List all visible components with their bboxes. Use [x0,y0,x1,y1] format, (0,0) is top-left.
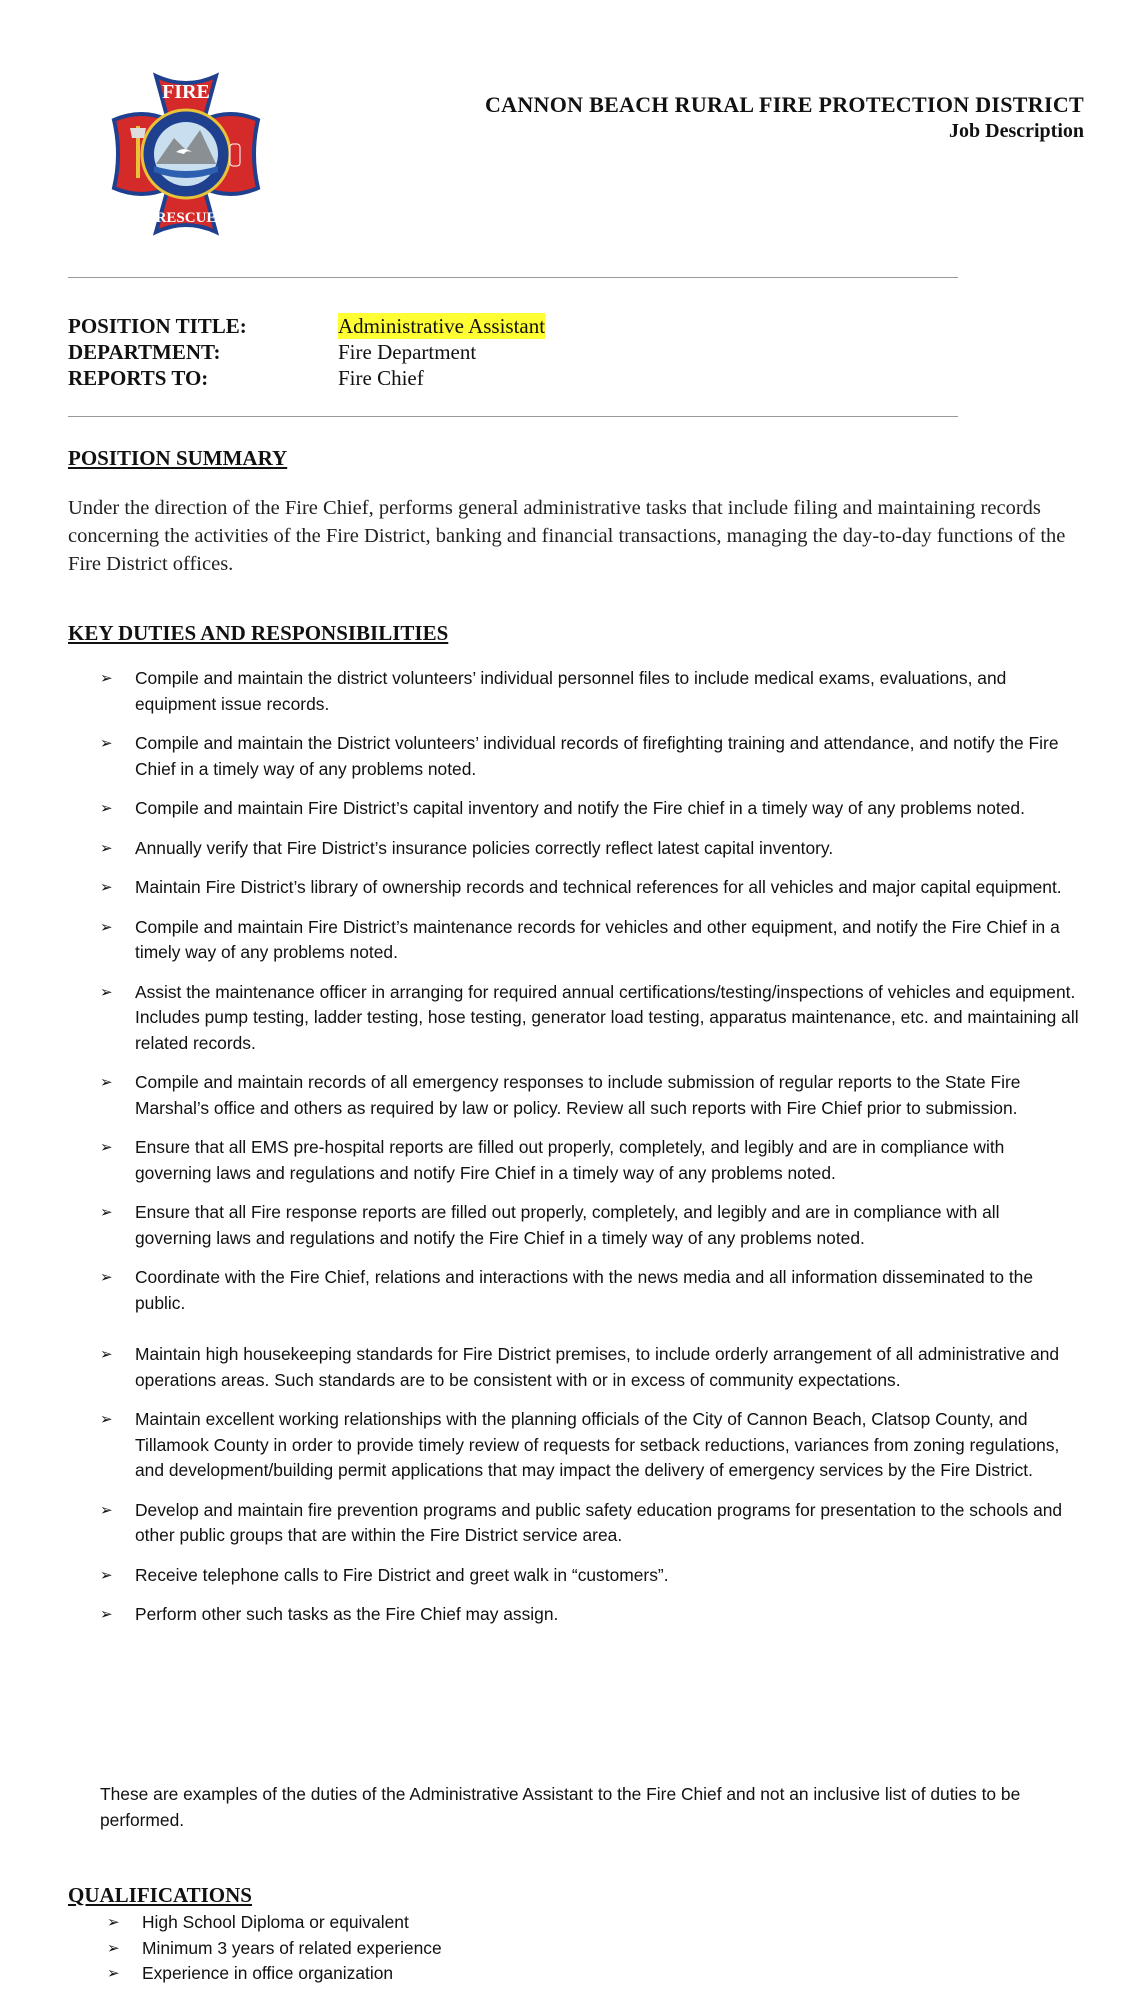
list-item: ➢ Compile and maintain Fire District’s capital inventory and notify the Fire chief in a timely way of any problems noted. [100,796,1080,822]
arrow-bullet-icon: ➢ [107,1914,120,1931]
list-item: ➢ Ensure that all Fire response reports are filled out properly, completely, and legibly and are in compliance with all governing laws and regulations and notify the Fire Chief in a timely way of any problems noted. [100,1202,1000,1248]
arrow-bullet-icon: ➢ [100,1204,113,1221]
position-title-value: Administrative Assistant [338,314,546,338]
position-summary-heading: POSITION SUMMARY [68,446,288,470]
position-title-label: POSITION TITLE: [68,314,247,338]
reports-to-label: REPORTS TO: [68,366,209,390]
list-item: ➢ Maintain excellent working relationships with the planning officials of the City of Cannon Beach, Clatsop County, and Tillamook County in order to provide timely review of requests for setback reductions, variances from zoning regulations, and development/building permit applications that may impact the delivery of emergency services by the Fire District. [100,1409,1060,1480]
list-item: ➢ Perform other such tasks as the Fire Chief may assign. [100,1602,1080,1628]
arrow-bullet-icon: ➢ [100,1139,113,1156]
list-item: ➢ Compile and maintain records of all emergency responses to include submission of regular reports to the State Fire Marshal’s office and others as required by law or policy. Review all such reports with Fire Chief prior to submission. [100,1072,1021,1118]
list-item: ➢ Maintain Fire District’s library of ownership records and technical references for all vehicles and major capital equipment. [100,875,1080,901]
qualifications-list [107,1910,442,1987]
qualifications-heading: QUALIFICATIONS [68,1883,252,1907]
list-item: ➢ Annually verify that Fire District’s insurance policies correctly reflect latest capital inventory. [100,836,1080,862]
position-title-row [68,313,545,339]
list-item: ➢ Maintain high housekeeping standards for Fire District premises, to include orderly arrangement of all administrative and operations areas. Such standards are to be consistent with or in excess of community expectations. [100,1344,1060,1390]
arrow-bullet-icon: ➢ [100,1606,113,1623]
logo-bottom-text: RESCUE [155,210,217,226]
arrow-bullet-icon: ➢ [100,1346,113,1363]
list-item: ➢ Ensure that all EMS pre-hospital reports are filled out properly, completely, and legibly and are in compliance with governing laws and regulations and notify Fire Chief in a timely way of any problems noted. [100,1137,1005,1183]
arrow-bullet-icon: ➢ [100,918,113,936]
list-item: ➢ Coordinate with the Fire Chief, relations and interactions with the news media and all information disseminated to the public. [100,1267,1034,1313]
organization-name: CANNON BEACH RURAL FIRE PROTECTION DISTRICT [484,92,1084,117]
hydrant-icon [230,144,240,166]
list-item: ➢ Experience in office organization [107,1961,442,1987]
arrow-bullet-icon: ➢ [100,670,113,687]
department-label: DEPARTMENT: [68,340,221,364]
arrow-bullet-icon: ➢ [100,1074,113,1091]
list-item: ➢ Compile and maintain Fire District’s maintenance records for vehicles and other equipment, and notify the Fire Chief in a timely way of any problems noted. [100,916,1060,962]
list-item: ➢ Minimum 3 years of related experience [107,1936,442,1962]
key-duties-heading: KEY DUTIES AND RESPONSIBILITIES [68,621,449,645]
document-header [485,92,1084,143]
position-info [68,313,545,391]
list-item: ➢ High School Diploma or equivalent [107,1910,442,1936]
arrow-bullet-icon: ➢ [100,1566,113,1584]
arrow-bullet-icon: ➢ [100,735,113,752]
arrow-bullet-icon: ➢ [100,1501,113,1519]
arrow-bullet-icon: ➢ [107,1939,120,1957]
fire-rescue-logo [100,68,272,240]
reports-to-row [68,365,545,391]
reports-to-value: Fire Chief [338,366,424,390]
department-value: Fire Department [338,340,477,364]
arrow-bullet-icon: ➢ [100,800,113,817]
department-row [68,339,545,365]
arrow-bullet-icon: ➢ [100,1411,113,1428]
logo-top-text: FIRE [162,81,210,103]
document-type: Job Description [949,120,1084,142]
duties-closing-text: These are examples of the duties of the Administrative Assistant to the Fire Chief and not an inclusive list of duties to be performed. [100,1784,1021,1830]
list-item: ➢ Develop and maintain fire prevention programs and public safety education programs for presentation to the schools and other public groups that are within the Fire District service area. [100,1499,1063,1545]
list-item: ➢ Compile and maintain the District volunteers’ individual records of firefighting training and attendance, and notify the Fire Chief in a timely way of any problems noted. [100,733,1059,779]
list-item: ➢ Assist the maintenance officer in arranging for required annual certifications/testing/inspections of vehicles and equipment. Includes pump testing, ladder testing, hose testing, generator load testing, apparatus maintenance, etc. and maintaining all related records. [100,981,1079,1053]
arrow-bullet-icon: ➢ [100,1269,113,1286]
duties-list [100,666,1080,1642]
position-summary-text: Under the direction of the Fire Chief, performs general administrative tasks that include filing and maintaining records concerning the activities of the Fire District, banking and financial transactions, managing the day-to-day functions of the Fire District offices. [68,497,1066,575]
arrow-bullet-icon: ➢ [100,983,113,1001]
arrow-bullet-icon: ➢ [107,1965,120,1982]
divider [68,277,958,278]
list-item: ➢ Receive telephone calls to Fire District and greet walk in “customers”. [100,1563,1080,1589]
arrow-bullet-icon: ➢ [100,839,113,857]
list-item: ➢ Compile and maintain the district volunteers’ individual personnel files to include medical exams, evaluations, and equipment issue records. [100,668,1007,714]
arrow-bullet-icon: ➢ [100,879,113,896]
divider [68,416,958,417]
